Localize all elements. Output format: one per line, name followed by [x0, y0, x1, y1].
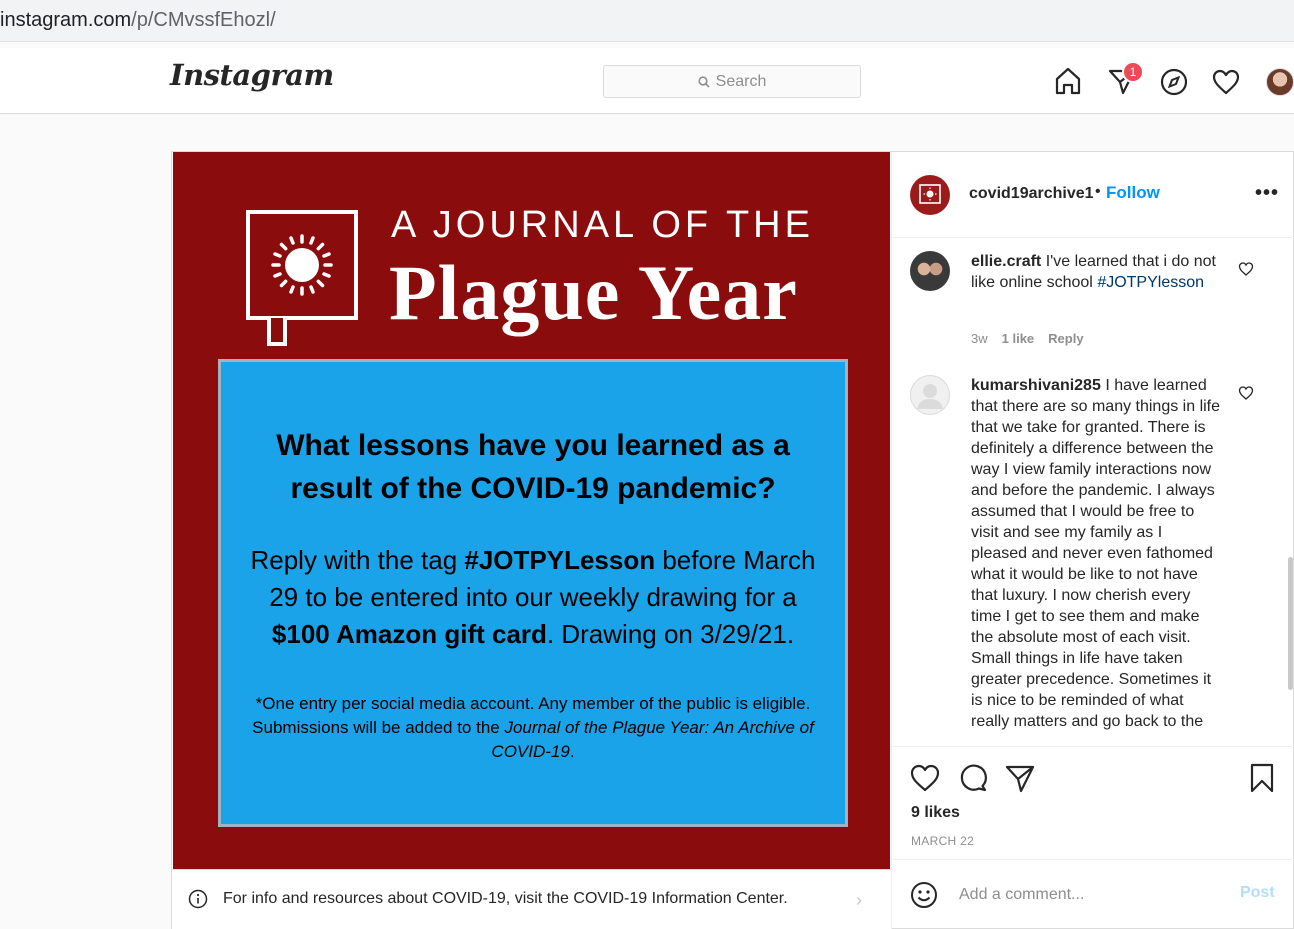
instagram-logo[interactable]: Instagram	[170, 58, 334, 92]
post	[171, 151, 1294, 929]
comment-likes[interactable]: 1 like	[1001, 331, 1035, 346]
separator-dot: •	[1095, 183, 1101, 200]
comment-like-heart-icon[interactable]	[1238, 261, 1254, 277]
post-sidebar	[891, 152, 1294, 929]
search-input[interactable]	[603, 65, 861, 98]
comment-age[interactable]: 3w	[971, 331, 988, 346]
logo-ribbon	[267, 318, 287, 346]
direct-badge: 1	[1122, 61, 1144, 83]
explore-icon[interactable]	[1159, 67, 1189, 97]
comments-scrollbar[interactable]	[1288, 557, 1293, 690]
post-actions	[892, 746, 1294, 858]
covid-info-text[interactable]: For info and resources about COVID-19, visit the COVID-19 Information Center.	[223, 890, 788, 907]
author-username[interactable]: covid19archive1	[969, 185, 1094, 202]
comment-bubble-icon[interactable]	[957, 762, 989, 794]
comment-like-heart-icon[interactable]	[1238, 385, 1254, 401]
info-icon	[188, 889, 208, 909]
chevron-right-icon[interactable]: ›	[856, 890, 862, 910]
hashtag-link[interactable]: #JOTPYlesson	[1097, 274, 1205, 291]
covid-info-banner[interactable]	[172, 869, 891, 929]
post-header	[892, 152, 1294, 238]
commenter-avatar[interactable]	[910, 375, 950, 415]
commenter-username[interactable]: ellie.craft	[971, 253, 1042, 270]
browser-url-bar[interactable]	[0, 0, 1294, 42]
add-comment-bar	[892, 859, 1294, 929]
comment-text: kumarshivani285 I have learned that there are so many things in life that we take for granted. There is definitely a difference between the way I view family interactions now and before the pandemic. I always assumed that I would be free to visit and see my family as I pleased and never even fathomed what it would be like to not have that luxury. I now cherish every time I get to see them and make the absolute most of each visit. Small things in life have taken greater precedence. Sometimes it is nice to be reminded of what really matters and go back to the	[971, 377, 1221, 730]
journal-title-top: A JOURNAL OF THE	[391, 204, 814, 246]
top-nav	[0, 48, 1294, 114]
save-bookmark-icon[interactable]	[1246, 762, 1278, 794]
more-options-button[interactable]: •••	[1255, 182, 1280, 204]
commenter-username[interactable]: kumarshivani285	[971, 377, 1101, 394]
emoji-icon[interactable]	[909, 880, 939, 910]
author-avatar[interactable]	[910, 175, 950, 215]
post-date[interactable]: MARCH 22	[911, 834, 975, 848]
post-image[interactable]	[173, 152, 890, 869]
search-placeholder: Search	[715, 72, 767, 90]
profile-avatar[interactable]	[1266, 68, 1294, 96]
comment-meta	[971, 331, 1084, 346]
default-avatar-icon	[911, 376, 949, 414]
commenter-avatar[interactable]	[910, 251, 950, 291]
search-icon	[698, 76, 710, 88]
prompt-instructions: Reply with the tag #JOTPYLesson before March 29 to be entered into our weekly drawing for a $100 Amazon gift card. Drawing on 3/29/21.	[250, 545, 816, 649]
home-icon[interactable]	[1053, 66, 1083, 96]
like-heart-icon[interactable]	[909, 762, 941, 794]
comment-text: ellie.craft I've learned that i do not like online school #JOTPYlesson	[971, 253, 1216, 291]
prompt-fine-print: *One entry per social media account. Any member of the public is eligible. Submissions will be added to the Journal of the Plague Year: An Archive of COVID-19.	[252, 694, 814, 761]
journal-mini-icon	[918, 183, 942, 207]
activity-heart-icon[interactable]	[1211, 67, 1241, 97]
sun-icon	[250, 214, 354, 316]
follow-button[interactable]: Follow	[1106, 183, 1160, 202]
reply-button[interactable]: Reply	[1048, 331, 1084, 346]
comments-list[interactable]	[892, 239, 1294, 745]
journal-logo	[246, 210, 358, 320]
prompt-box	[218, 359, 848, 827]
post-comment-button[interactable]: Post	[1240, 884, 1275, 901]
journal-title-main: Plague Year	[389, 249, 798, 336]
url-text[interactable]: instagram.com/p/CMvssfEhozl/	[0, 9, 276, 31]
like-count[interactable]: 9 likes	[911, 804, 960, 821]
share-paper-plane-icon[interactable]	[1004, 762, 1036, 794]
add-comment-input[interactable]	[959, 882, 1229, 908]
prompt-question: What lessons have you learned as a result of the COVID-19 pandemic?	[276, 429, 790, 505]
